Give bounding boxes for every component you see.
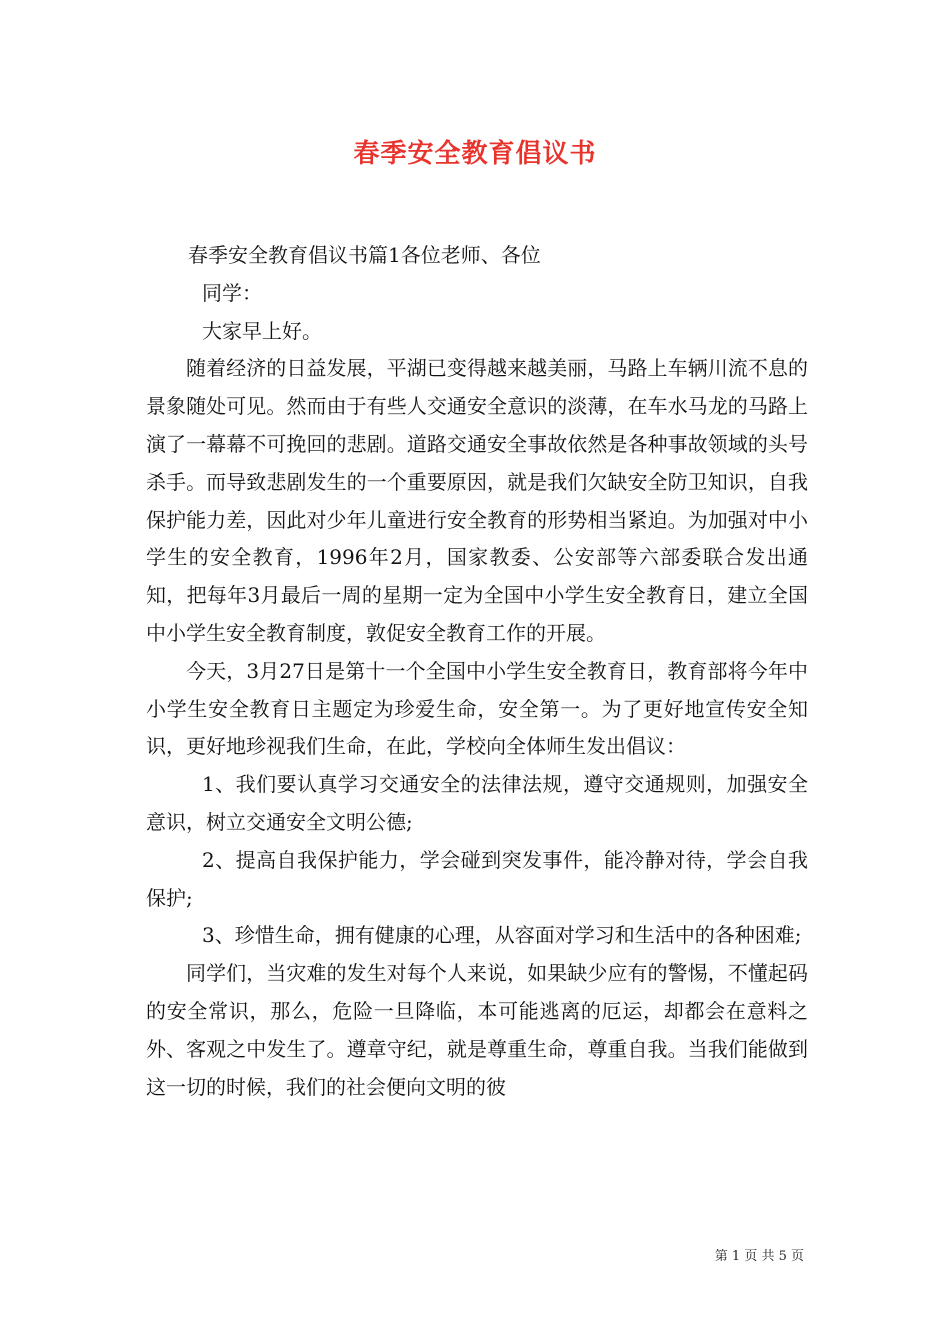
paragraph-background: 随着经济的日益发展，平湖已变得越来越美丽，马路上车辆川流不息的景象随处可见。然而由于有些人交通安全意识的淡薄，在车水马龙的马路上演了一幕幕不可挽回的悲剧。道路交通安全事故依然是各种事故领域的头号杀手。而导致悲剧发生的一个重要原因，就是我们欠缺安全防卫知识，自我保护能力差，因此对少年儿童进行安全教育的形势相当紧迫。为加强对中小学生的安全教育，1996年2月，国家教委、公安部等六部委联合发出通知，把每年3月最后一周的星期一定为全国中小学生安全教育日，建立全国中小学生安全教育制度，敦促安全教育工作的开展。: [146, 356, 808, 645]
paragraph-safety-day: 今天，3月27日是第十一个全国中小学生安全教育日，教育部将今年中小学生安全教育日主题定为珍爱生命，安全第一。为了更好地宣传安全知识，更好地珍视我们生命，在此，学校向全体师生发出倡议：: [146, 658, 808, 759]
paragraph-proposal-1: 1、我们要认真学习交通安全的法律法规，遵守交通规则，加强安全意识，树立交通安全文明公德;: [146, 772, 808, 834]
paragraph-greeting: 大家早上好。: [202, 318, 322, 343]
paragraph-proposal-2: 2、提高自我保护能力，学会碰到突发事件，能冷静对待，学会自我保护;: [146, 847, 808, 910]
page-number: 第 1 页 共 5 页: [714, 1249, 804, 1264]
paragraph-closing: 同学们，当灾难的发生对每个人来说，如果缺少应有的警惕，不懂起码的安全常识，那么，危险一旦降临，本可能逃离的厄运，却都会在意料之外、客观之中发生了。遵章守纪，就是尊重生命，尊重自我。当我们能做到这一切的时候，我们的社会便向文明的彼: [146, 961, 808, 1099]
paragraph-intro: 春季安全教育倡议书篇1各位老师、各位: [188, 243, 541, 267]
paragraph-greeting-target: 同学：: [202, 280, 262, 305]
document-title: 春季安全教育倡议书: [353, 139, 597, 169]
document-body: [146, 237, 808, 1106]
paragraph-proposal-3: 3、珍惜生命，拥有健康的心理，从容面对学习和生活中的各种困难;: [202, 923, 802, 948]
